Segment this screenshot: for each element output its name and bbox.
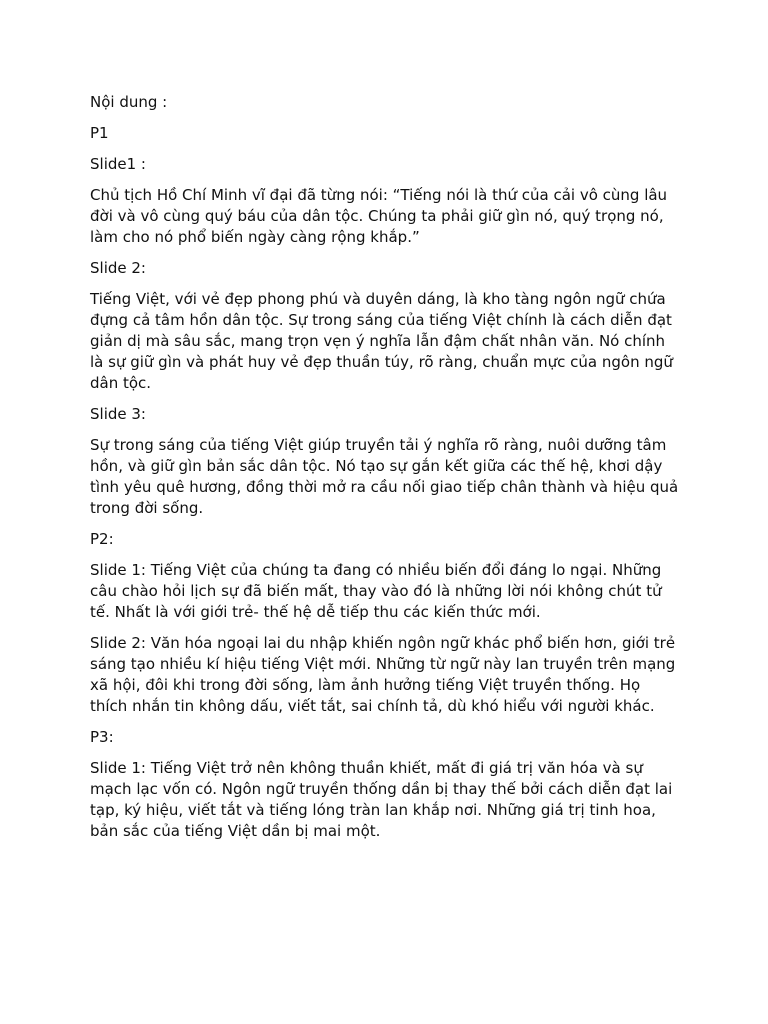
paragraph-p3-slide1: Slide 1: Tiếng Việt trở nên không thuần khiết, mất đi giá trị văn hóa và sự mạch lạc vốn có. Ngôn ngữ truyền thống dần bị thay thế bởi cách diễn đạt lai tạp, ký hiệu, viết tắt và tiếng lóng tràn lan khắp nơi. Những giá trị tinh hoa, bản sắc của tiếng Việt dần bị mai một. xyxy=(90,759,673,840)
slide-label-p1-slide1: Slide1 : xyxy=(90,155,146,173)
paragraph-p1-slide1: Chủ tịch Hồ Chí Minh vĩ đại đã từng nói: “Tiếng nói là thứ của cải vô cùng lâu đời và vô cùng quý báu của dân tộc. Chúng ta phải giữ gìn nó, quý trọng nó, làm cho nó phổ biến ngày càng rộng khắp.” xyxy=(90,186,668,246)
slide-label-p1-slide3: Slide 3: xyxy=(90,405,146,423)
section-label-p2: P2: xyxy=(90,530,114,548)
section-label-p3: P3: xyxy=(90,728,114,746)
slide-label-p1-slide2: Slide 2: xyxy=(90,259,146,277)
paragraph-p1-slide2: Tiếng Việt, với vẻ đẹp phong phú và duyên dáng, là kho tàng ngôn ngữ chứa đựng cả tâm hồn dân tộc. Sự trong sáng của tiếng Việt chính là cách diễn đạt giản dị mà sâu sắc, mang trọn vẹn ý nghĩa lẫn đậm chất nhân văn. Nó chính là sự giữ gìn và phát huy vẻ đẹp thuần túy, rõ ràng, chuẩn mực của ngôn ngữ dân tộc. xyxy=(90,290,673,392)
section-label-p1: P1 xyxy=(90,124,109,142)
document-page xyxy=(90,92,682,852)
paragraph-p1-slide3: Sự trong sáng của tiếng Việt giúp truyền tải ý nghĩa rõ ràng, nuôi dưỡng tâm hồn, và giữ gìn bản sắc dân tộc. Nó tạo sự gắn kết giữa các thế hệ, khơi dậy tình yêu quê hương, đồng thời mở ra cầu nối giao tiếp chân thành và hiệu quả trong đời sống. xyxy=(90,436,679,517)
paragraph-p2-slide2: Slide 2: Văn hóa ngoại lai du nhập khiến ngôn ngữ khác phổ biến hơn, giới trẻ sáng tạo nhiều kí hiệu tiếng Việt mới. Những từ ngữ này lan truyền trên mạng xã hội, đôi khi trong đời sống, làm ảnh hưởng tiếng Việt truyền thống. Họ thích nhắn tin không dấu, viết tắt, sai chính tả, dù khó hiểu với người khác. xyxy=(90,634,676,715)
heading-content: Nội dung : xyxy=(90,93,168,111)
paragraph-p2-slide1: Slide 1: Tiếng Việt của chúng ta đang có nhiều biến đổi đáng lo ngại. Những câu chào hỏi lịch sự đã biến mất, thay vào đó là những lời nói không chút tử tế. Nhất là với giới trẻ- thế hệ dễ tiếp thu các kiến thức mới. xyxy=(90,561,662,621)
